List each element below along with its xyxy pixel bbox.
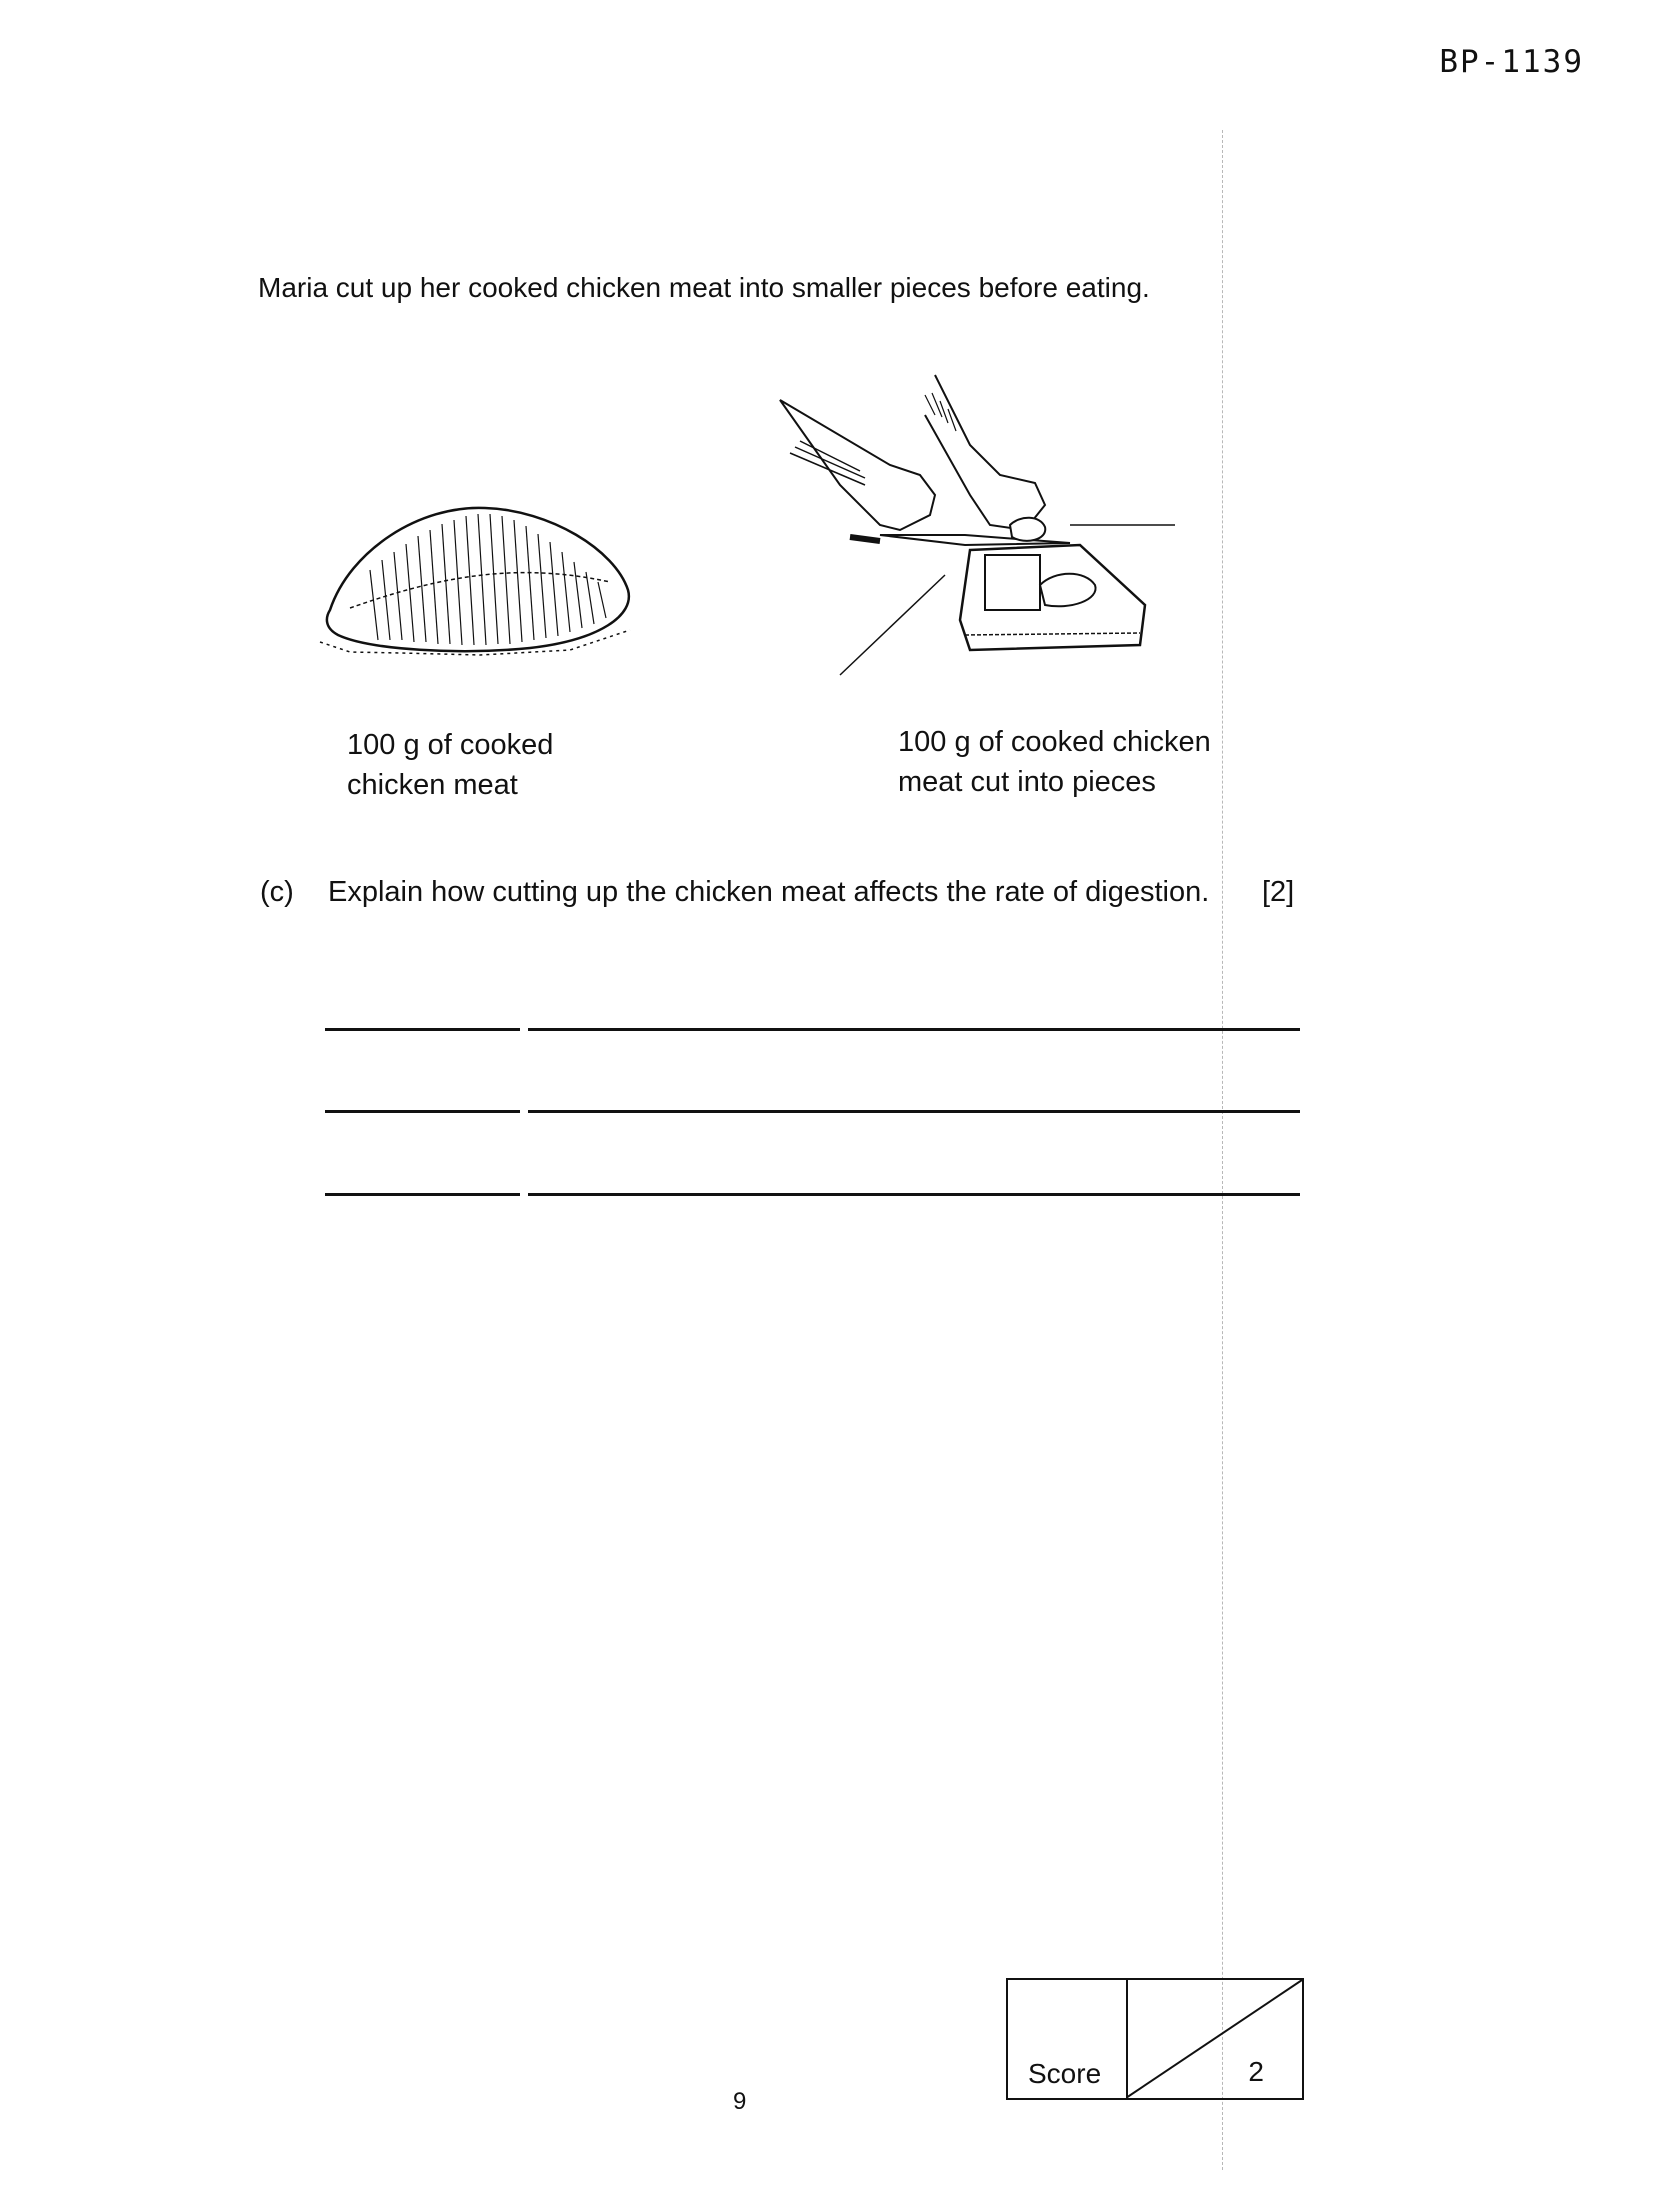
score-max: 2	[1248, 2056, 1264, 2087]
figure-caption-whole	[347, 725, 553, 805]
caption-line: 100 g of cooked	[347, 729, 554, 761]
question-text: Explain how cutting up the chicken meat affects the rate of digestion.	[328, 876, 1210, 908]
score-diagonal	[1126, 1980, 1302, 2098]
intro-text: Maria cut up her cooked chicken meat into smaller pieces before eating.	[258, 272, 1150, 303]
answer-line[interactable]	[325, 1028, 520, 1031]
caption-line: 100 g of cooked chicken	[898, 726, 1211, 758]
answer-line[interactable]	[325, 1110, 520, 1113]
question-label: (c)	[260, 876, 294, 908]
answer-line[interactable]	[528, 1193, 1300, 1196]
margin-line	[1222, 130, 1223, 2170]
cutting-chicken-illustration	[770, 365, 1190, 685]
page-number: 9	[733, 2088, 747, 2115]
whole-chicken-illustration	[310, 490, 650, 660]
answer-line[interactable]	[325, 1193, 520, 1196]
caption-line: chicken meat	[347, 769, 518, 801]
answer-line[interactable]	[528, 1110, 1300, 1113]
figure-caption-pieces	[898, 722, 1211, 802]
answer-line[interactable]	[528, 1028, 1300, 1031]
score-label: Score	[1028, 2058, 1102, 2089]
document-code: BP-1139	[1439, 44, 1584, 80]
caption-line: meat cut into pieces	[898, 766, 1156, 798]
score-box	[1006, 1978, 1304, 2100]
question-marks: [2]	[1262, 876, 1295, 908]
